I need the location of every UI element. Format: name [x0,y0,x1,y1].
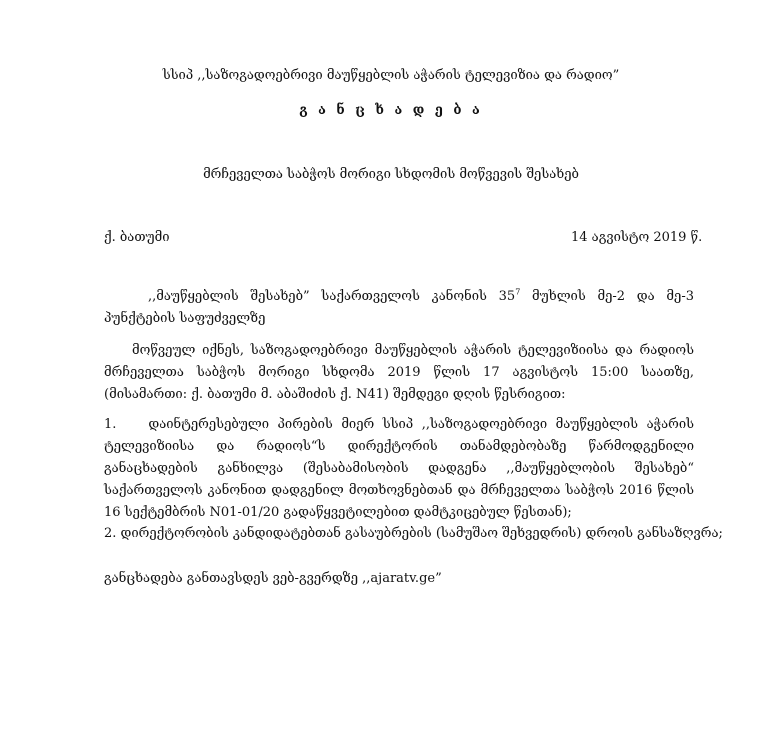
document-date: 14 აგვისტო 2019 წ. [571,230,703,245]
agenda-item-1-number: 1. [104,417,117,432]
document-subject: მრჩეველთა საბჭოს მორიგი სხდომის მოწვევის შესახებ [203,167,579,182]
agenda-item-2-number: 2. [104,526,117,541]
basis-text: ,,მაუწყებლის შესახებ” საქართველოს კანონის 35 [148,289,516,304]
basis-superscript: 7 [515,287,521,297]
organization-name: სსიპ ,,საზოგადოებრივი მაუწყებლის აჭარის ტელევიზია და რადიო” [162,68,620,83]
agenda-item-1-text: დაინტერესებული პირების მიერ სსიპ ,,საზოგადოებრივი მაუწყებლის აჭარის ტელევიზიისა და რადიოს“ს დირექტორის თანამდებობაზე წარმოდგენილი განაცხადების განხილვა (შესაბამისობის დადგენა ,,მაუწყებლობის შესახებ“ საქართველოს კანონით დადგენილ მოთხოვნებთან და მრჩეველთა საბჭოს 2016 წლის 16 სექტემბრის N01-01/20 გადაწყვეტილებით დამტკიცებულ წესთან); [104,417,694,520]
agenda-item-2-text: დირექტორობის კანდიდატებთან გასაუბრების (სამუშაო შეხვედრის) დროის განსაზღვრა; [120,526,723,541]
agenda-item-2 [104,525,723,543]
document-title: გ ა ნ ც ხ ა დ ე ბ ა [299,103,483,118]
agenda-item-1 [104,414,694,524]
publication-note: განცხადება განთავსდეს ვებ-გვერდზე ,,ajaratv.ge” [104,571,442,586]
city-label: ქ. ბათუმი [104,230,170,245]
convocation-paragraph: მოწვეულ იქნეს, საზოგადოებრივი მაუწყებლის აჭარის ტელევიზიისა და რადიოს მრჩეველთა საბჭოს მორიგი სხდომა 2019 წლის 17 აგვისტოს 15:00 საათზე, (მისამართი: ქ. ბათუმი მ. აბაშიძის ქ. N41) შემდეგი დღის წესრიგით: [104,343,694,402]
basis-paragraph [104,286,694,330]
basis-rest: მუხლის მე-2 და მე-3 პუნქტების საფუძველზე [104,289,694,326]
